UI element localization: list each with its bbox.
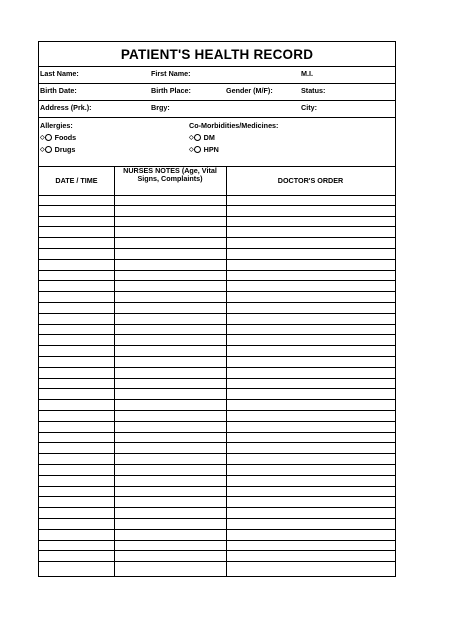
table-row (39, 507, 395, 508)
option-label: Drugs (54, 145, 76, 154)
last-name-label: Last Name: (40, 69, 79, 78)
table-row (39, 367, 395, 368)
table-row (39, 453, 395, 454)
allergy-option-foods[interactable] (40, 133, 76, 142)
table-row (39, 410, 395, 411)
table-row (39, 540, 395, 541)
nurses-notes-header: NURSES NOTES (Age, Vital Signs, Complaints) (123, 166, 217, 183)
table-row (39, 529, 395, 530)
table-row (39, 388, 395, 389)
birth-date-label: Birth Date: (40, 86, 77, 95)
table-row (39, 226, 395, 227)
health-record-form (38, 41, 396, 577)
status-label: Status: (301, 86, 326, 95)
table-row (39, 356, 395, 357)
radio-circle-icon[interactable] (194, 134, 201, 141)
table-row (39, 561, 395, 562)
table-row (39, 442, 395, 443)
history-row (39, 117, 395, 167)
name-row (39, 66, 395, 84)
table-row (39, 475, 395, 476)
table-row (39, 496, 395, 497)
table-row (39, 464, 395, 465)
table-row (39, 248, 395, 249)
radio-circle-icon[interactable] (45, 134, 52, 141)
birth-place-label: Birth Place: (151, 86, 191, 95)
table-row (39, 313, 395, 314)
radio-circle-icon[interactable] (45, 146, 52, 153)
table-row (39, 324, 395, 325)
birth-row (39, 83, 395, 101)
radio-circle-icon[interactable] (194, 146, 201, 153)
table-row (39, 421, 395, 422)
column-divider (226, 166, 227, 576)
table-row (39, 237, 395, 238)
table-row (39, 334, 395, 335)
gender-label: Gender (M/F): (226, 86, 273, 95)
table-row (39, 302, 395, 303)
table-row (39, 378, 395, 379)
diamond-icon: ◇ (40, 147, 45, 153)
table-row (39, 216, 395, 217)
table-row (39, 280, 395, 281)
table-row (39, 259, 395, 260)
table-row (39, 205, 395, 206)
comorbidity-option-dm[interactable] (189, 133, 215, 142)
doctors-order-header: DOCTOR'S ORDER (277, 175, 344, 185)
table-row (39, 345, 395, 346)
diamond-icon: ◇ (40, 135, 45, 141)
column-divider (114, 166, 115, 576)
date-time-header: DATE / TIME (55, 175, 98, 185)
brgy-label: Brgy: (151, 103, 170, 112)
table-row (39, 399, 395, 400)
allergy-option-drugs[interactable] (40, 145, 75, 154)
table-row (39, 486, 395, 487)
address-row (39, 100, 395, 118)
mi-label: M.I. (301, 69, 313, 78)
diamond-icon: ◇ (189, 135, 194, 141)
table-row (39, 291, 395, 292)
city-label: City: (301, 103, 317, 112)
comorbidities-label: Co-Morbidities/Medicines: (189, 121, 279, 130)
option-label: HPN (203, 145, 219, 154)
address-label: Address (Prk.): (40, 103, 92, 112)
form-title: PATIENT'S HEALTH RECORD (39, 42, 395, 67)
diamond-icon: ◇ (189, 147, 194, 153)
comorbidity-option-hpn[interactable] (189, 145, 219, 154)
table-row (39, 518, 395, 519)
table-row (39, 432, 395, 433)
first-name-label: First Name: (151, 69, 191, 78)
table-row (39, 270, 395, 271)
table-header (39, 166, 395, 196)
table-row (39, 550, 395, 551)
allergies-label: Allergies: (40, 121, 73, 130)
option-label: DM (203, 133, 215, 142)
option-label: Foods (54, 133, 77, 142)
